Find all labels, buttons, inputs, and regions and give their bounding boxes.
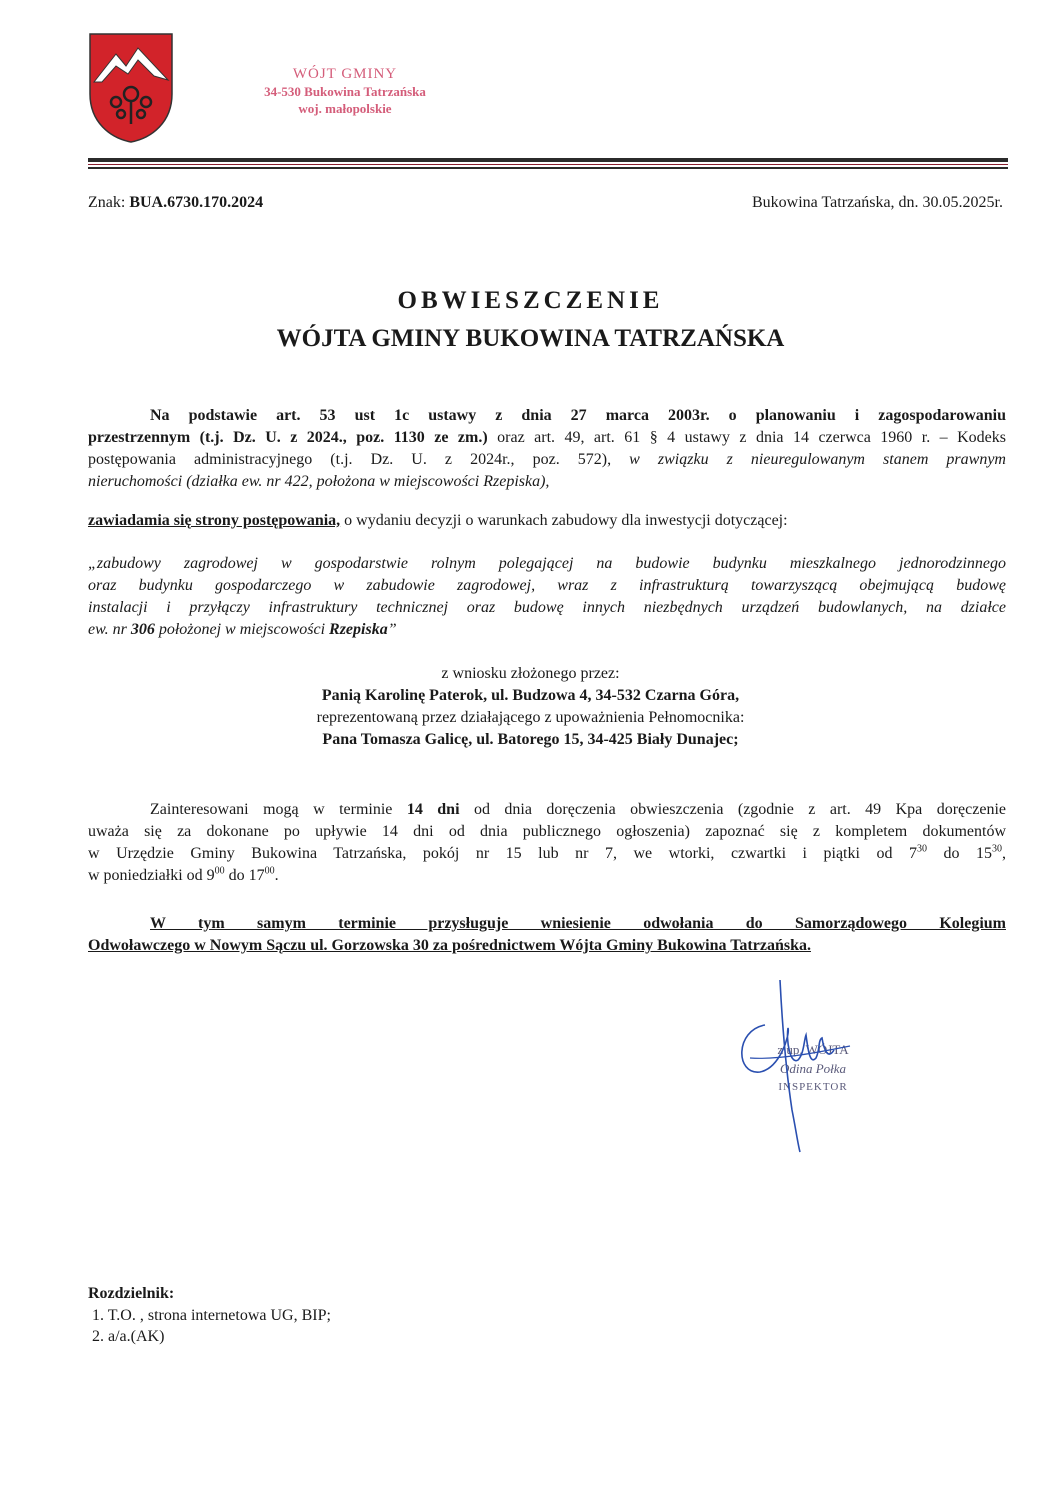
- paragraph-line: w Urzędzie Gminy Bukowina Tatrzańska, pokój nr 15 lub nr 7, we wtorki, czwartki i piątki od $7^{30}$ do $15^{30}$,: [88, 843, 1007, 862]
- paragraph-line: [88, 449, 1006, 470]
- legal-basis-text: Na podstawie art. 53 ust 1c ustawy z dnia 27 marca 2003r. o planowaniu i zagospodarowaniu: [150, 407, 1006, 424]
- document-subtitle: WÓJTA GMINY BUKOWINA TATRZAŃSKA: [276, 325, 785, 352]
- representative-intro: reprezentowaną przez działającego z upoważnienia Pełnomocnika:: [316, 709, 745, 726]
- handwritten-signature-icon: [720, 980, 880, 1160]
- office-stamp: [235, 66, 455, 117]
- coat-of-arms-icon: [88, 32, 174, 144]
- legal-basis-bold: przestrzennym (t.j. Dz. U. z 2024., poz. 1130 ze zm.): [88, 429, 488, 446]
- distribution-heading: Rozdzielnik:: [88, 1285, 175, 1302]
- representative-name: Pana Tomasza Galicę, ul. Batorego 15, 34-425 Biały Dunajec;: [322, 731, 739, 748]
- place-date: Bukowina Tatrzańska, dn. 30.05.2025r.: [752, 194, 1003, 211]
- appeal-notice-line: W tym samym terminie przysługuje wniesienie odwołania do Samorządowego Kolegium: [150, 915, 1006, 932]
- header-divider: [88, 167, 1008, 169]
- case-reference-label: Znak:: [88, 194, 126, 211]
- applicant-intro: z wniosku złożonego przez:: [441, 665, 620, 682]
- paragraph-line: [88, 427, 1006, 448]
- paragraph-line: [88, 405, 1006, 426]
- investment-description-line: „zabudowy zagrodowej w gospodarstwie rolnym polegającej na budowie budynku mieszkalnego jednorodzinnego: [88, 555, 1006, 572]
- notice-line: [88, 510, 1006, 531]
- legal-basis-text: oraz art. 49, art. 61 § 4 ustawy z dnia 14 czerwca 1960 r. – Kodeks: [487, 429, 1006, 446]
- header-divider: [88, 158, 1008, 162]
- paragraph-line: w poniedziałki od $9^{00}$ do $17^{00}$.: [88, 865, 279, 884]
- signature-stamp-line: INSPEKTOR: [778, 1081, 848, 1093]
- notice-underlined: zawiadamia się strony postępowania,: [88, 512, 341, 529]
- case-reference: [88, 192, 263, 213]
- deadline-days: 14 dni: [406, 801, 460, 818]
- applicant-name: Panią Karolinę Paterok, ul. Budzowa 4, 34-532 Czarna Góra,: [321, 687, 740, 704]
- stamp-line: 34-530 Bukowina Tatrzańska: [264, 84, 426, 99]
- investment-description-line: ew. nr 306 położonej w miejscowości Rzepiska”: [88, 621, 397, 638]
- distribution-item: 1. T.O. , strona internetowa UG, BIP;: [92, 1307, 331, 1324]
- signature-stamp-line: z up. WÓJTA: [777, 1042, 849, 1057]
- paragraph-line: Zainteresowani mogą w terminie 14 dni od dnia doręczenia obwieszczenia (zgodnie z art. 49 Kpa doręczenie: [150, 801, 1006, 818]
- distribution-item: 2. a/a.(AK): [92, 1328, 165, 1345]
- stamp-line: woj. małopolskie: [298, 101, 392, 116]
- header-divider: [88, 164, 1008, 165]
- legal-basis-italic: w związku z nieuregulowanym stanem prawnym: [611, 451, 1006, 468]
- document-title: OBWIESZCZENIE: [397, 287, 664, 314]
- case-reference-value: BUA.6730.170.2024: [129, 194, 264, 211]
- paragraph-line: [88, 471, 1006, 492]
- stamp-line: WÓJT GMINY: [292, 66, 398, 82]
- legal-basis-italic: nieruchomości (działka ew. nr 422, położona w miejscowości Rzepiska),: [88, 473, 550, 490]
- legal-basis-text: postępowania administracyjnego (t.j. Dz. U. z 2024r., poz. 572),: [88, 451, 612, 468]
- notice-text: o wydaniu decyzji o warunkach zabudowy dla inwestycji dotyczącej:: [340, 512, 788, 529]
- paragraph-line: uważa się za dokonane po upływie 14 dni od dnia publicznego ogłoszenia) zapoznać się z kompletem dokumentów: [88, 823, 1006, 840]
- appeal-notice-line: Odwoławczego w Nowym Sączu ul. Gorzowska 30 za pośrednictwem Wójta Gminy Bukowina Tatrzańska.: [88, 937, 811, 954]
- investment-description-line: oraz budynku gospodarczego w zabudowie zagrodowej, wraz z infrastrukturą towarzyszącą obejmującą budowę: [88, 577, 1006, 594]
- signature-stamp-line: Odina Połka: [779, 1061, 847, 1076]
- investment-description-line: instalacji i przyłączy infrastruktury technicznej oraz budowę innych niezbędnych urządzeń budowlanych, na działce: [88, 599, 1006, 616]
